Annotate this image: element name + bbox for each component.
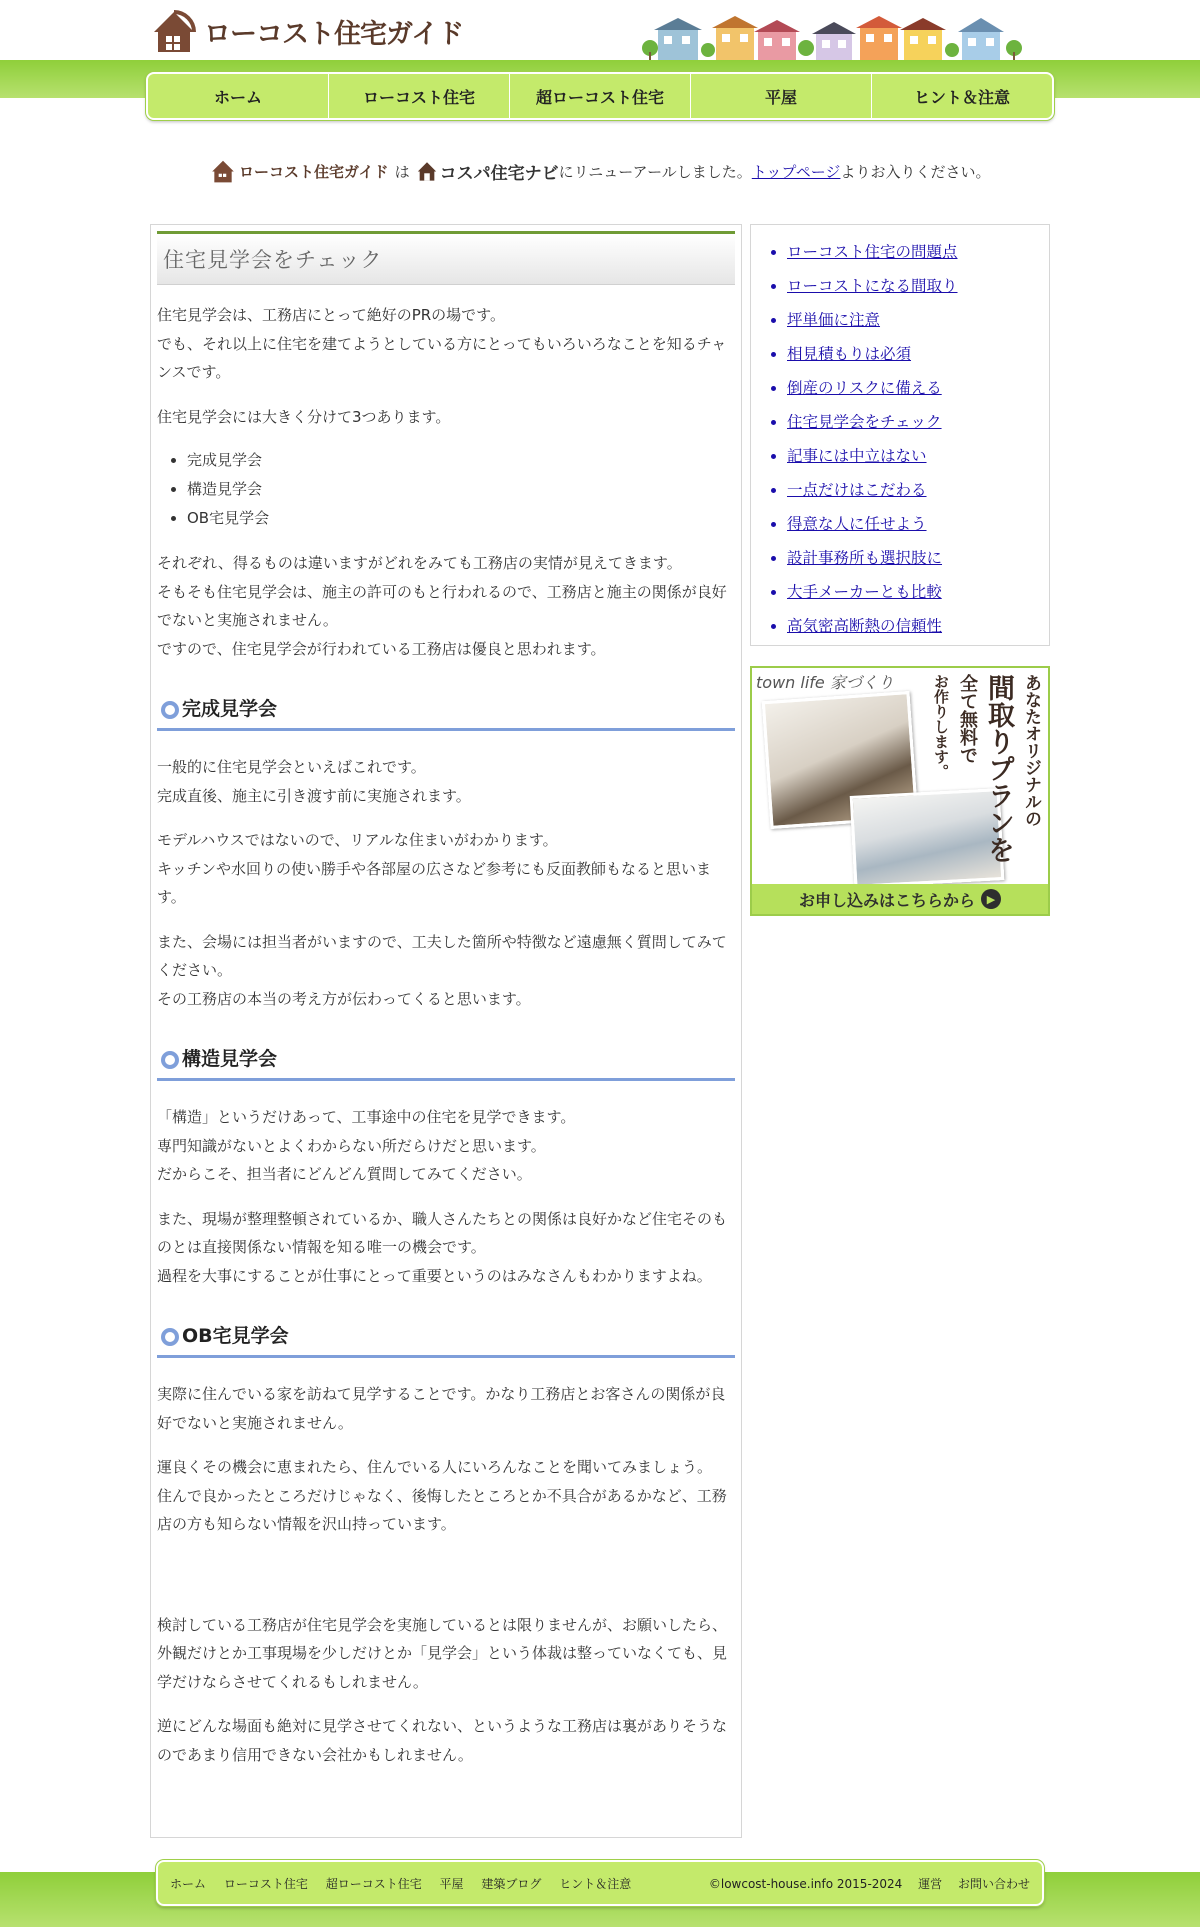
sidebar-menu: [750, 224, 1050, 646]
footer-link-contact[interactable]: お問い合わせ: [957, 1876, 1030, 1891]
renewal-notice: [210, 154, 1010, 188]
text-line: 逆にどんな場面も絶対に見学させてくれない、というような工務店は裏がありそうなのであまり信用できない会社かもしれません。: [157, 1717, 728, 1764]
sidebar-link[interactable]: 得意な人に任せよう: [787, 515, 927, 533]
paragraph: [157, 826, 735, 912]
sidebar-item[interactable]: [787, 371, 1049, 405]
sidebar-link[interactable]: 記事には中立はない: [787, 447, 927, 465]
paragraph: [157, 549, 735, 663]
footer-bar: [156, 1860, 1044, 1906]
house-logo-icon: [210, 158, 236, 184]
section-title-text: OB宅見学会: [182, 1325, 289, 1348]
text-line: 完成直後、施主に引き渡す前に実施されます。: [157, 786, 471, 805]
text-line: また、会場には担当者がいますので、工夫した箇所や特徴など遠慮無く質問してみてください。: [157, 932, 727, 979]
paragraph: [157, 753, 735, 810]
footer-link-home[interactable]: ホーム: [170, 1876, 207, 1891]
paragraph: [157, 1611, 735, 1697]
sidebar-item[interactable]: [787, 337, 1049, 371]
sidebar-link[interactable]: 相見積もりは必須: [787, 345, 912, 363]
sidebar-link[interactable]: 設計事務所も選択肢に: [787, 549, 943, 567]
old-site-logo: [210, 158, 389, 184]
sidebar-item[interactable]: [787, 575, 1049, 609]
text-line: 住んで良かったところだけじゃなく、後悔したところとか不具合があるかなど、工務店の方も知らない情報を沢山持っています。: [157, 1486, 727, 1533]
section-title-completion-tour: [157, 691, 735, 731]
text-line: 「構造」というだけあって、工事途中の住宅を見学できます。: [157, 1108, 576, 1126]
footer-link-hints[interactable]: ヒント＆注意: [559, 1876, 632, 1891]
paragraph: [157, 1453, 735, 1539]
text-line: 過程を大事にすることが仕事にとって重要というのはみなさんもわかりますよね。: [157, 1266, 712, 1285]
text-line: そもそも住宅見学会は、施主の許可のもと行われるので、工務店と施主の関係が良好でないと実施されません。: [157, 582, 727, 629]
text-line: それぞれ、得るものは違いますがどれをみても工務店の実情が見えてきます。: [157, 554, 682, 572]
text-line: キッチンや水回りの使い勝手や各部屋の広さなど参考にも反面教師もなると思います。: [157, 859, 711, 906]
sidebar-link[interactable]: 住宅見学会をチェック: [787, 413, 942, 431]
site-logo[interactable]: [150, 8, 463, 54]
text-line: だからこそ、担当者にどんどん質問してみてください。: [157, 1165, 532, 1183]
banner-col-1: あなたオリジナルの: [1021, 674, 1041, 827]
ring-bullet-icon: [161, 1328, 179, 1346]
nav-item-home[interactable]: ホーム: [148, 74, 329, 118]
sidebar-item[interactable]: [787, 303, 1049, 337]
banner-button-label: お申し込みはこちらから: [798, 890, 975, 910]
text-line: 一般的に住宅見学会といえばこれです。: [157, 758, 426, 776]
paragraph: [157, 1380, 735, 1437]
sidebar-link[interactable]: 坪単価に注意: [787, 311, 881, 329]
footer-link-lowcost-house[interactable]: ローコスト住宅: [223, 1876, 308, 1891]
section-title-text: 構造見学会: [182, 1048, 278, 1071]
text-line: 専門知識がないとよくわからない所だらけだと思います。: [157, 1136, 546, 1155]
old-logo-text: ローコスト住宅ガイド: [239, 162, 389, 181]
list-item: • 完成見学会: [187, 446, 735, 475]
houses-illustration: [640, 14, 1040, 60]
paragraph: [157, 1712, 735, 1769]
townlife-ad-banner[interactable]: [750, 666, 1050, 916]
footer-link-admin[interactable]: 運営: [918, 1876, 943, 1891]
new-logo-text: コスパ住宅ナビ: [439, 163, 559, 184]
sidebar-item[interactable]: [787, 507, 1049, 541]
top-page-link[interactable]: トップページ: [751, 162, 841, 181]
sidebar-item[interactable]: [787, 541, 1049, 575]
new-site-logo: [416, 159, 559, 184]
main-nav: [146, 72, 1054, 120]
sidebar-item[interactable]: [787, 235, 1049, 269]
sidebar-item[interactable]: [787, 439, 1049, 473]
list-item: • OB宅見学会: [187, 504, 735, 533]
text-line: 検討している工務店が住宅見学会を実施しているとは限りませんが、お願いしたら、外観だけとか工事現場を少しだけとか「見学会」という体裁は整っていなくても、見学だけならさせてくれるもしれません。: [157, 1615, 728, 1691]
sidebar-link[interactable]: 一点だけはこだわる: [787, 481, 927, 499]
footer-link-bungalow[interactable]: 平屋: [439, 1876, 464, 1891]
ring-bullet-icon: [161, 1051, 179, 1069]
section-title-text: 完成見学会: [182, 698, 278, 721]
text-line: 住宅見学会は、工務店にとって絶好のPRの場です。: [157, 306, 505, 324]
footer-link-super-lowcost-house[interactable]: 超ローコスト住宅: [325, 1876, 422, 1891]
text-line: でも、それ以上に住宅を建てようとしている方にとってもいろいろなことを知るチャンスです。: [157, 334, 727, 381]
sidebar-link[interactable]: 倒産のリスクに備える: [787, 379, 942, 397]
text-line: また、現場が整理整頓されているか、職人さんたちとの関係は良好かなど住宅そのものとは直接関係ない情報を知る唯一の機会です。: [157, 1209, 728, 1256]
paragraph: [157, 1103, 735, 1189]
text-line: モデルハウスではないので、リアルな住まいがわかります。: [157, 831, 558, 849]
nav-item-lowcost-house[interactable]: ローコスト住宅: [329, 74, 510, 118]
sidebar-item[interactable]: [787, 473, 1049, 507]
house-logo-icon: [150, 8, 198, 54]
sidebar-item[interactable]: [787, 269, 1049, 303]
banner-brand: town life 家づくり: [756, 673, 894, 692]
list-item: • 構造見学会: [187, 475, 735, 504]
house-logo-icon: [416, 160, 438, 182]
nav-item-super-lowcost-house[interactable]: 超ローコスト住宅: [510, 74, 691, 118]
paragraph: [157, 403, 735, 432]
sidebar-link[interactable]: 高気密高断熱の信頼性: [787, 617, 943, 635]
section-title-ob-house-tour: [157, 1318, 735, 1358]
footer-link-blog[interactable]: 建築ブログ: [481, 1876, 542, 1891]
copyright-text: ©lowcost-house.info 2015-2024: [708, 1876, 903, 1891]
tour-type-list: [187, 446, 735, 533]
nav-item-hints[interactable]: ヒント＆注意: [913, 87, 1010, 107]
nav-item-bungalow[interactable]: 平屋: [691, 74, 872, 118]
article-body: [157, 301, 735, 1769]
banner-col-2: 間取りプランを: [983, 674, 1014, 863]
sidebar-item[interactable]: [787, 405, 1049, 439]
page-title: 住宅見学会をチェック: [157, 231, 735, 285]
banner-col-4: お作りします。: [932, 674, 950, 779]
notice-text-end: よりお入りください。: [840, 162, 991, 181]
paragraph: [157, 301, 735, 387]
text-line: 住宅見学会には大きく分けて3つあります。: [157, 407, 451, 426]
paragraph: [157, 1205, 735, 1291]
footer-right: [697, 1875, 1030, 1892]
sidebar-link[interactable]: ローコストになる間取り: [787, 277, 958, 295]
text-line: その工務店の本当の考え方が伝わってくると思います。: [157, 989, 531, 1008]
sidebar-link[interactable]: 大手メーカーとも比較: [787, 583, 942, 601]
main-content: [150, 224, 742, 1838]
paragraph: [157, 928, 735, 1014]
banner-col-3: 全て無料で: [957, 674, 978, 764]
text-line: 運良くその機会に恵まれたら、住んでいる人にいろんなことを聞いてみましょう。: [157, 1458, 713, 1476]
sidebar-item[interactable]: [787, 609, 1049, 643]
ring-bullet-icon: [161, 701, 179, 719]
logo-text: ローコスト住宅ガイド: [204, 18, 464, 50]
text-line: ですので、住宅見学会が行われている工務店は優良と思われます。: [157, 639, 606, 658]
section-title-structure-tour: [157, 1041, 735, 1081]
text-line: 実際に住んでいる家を訪ねて見学することです。かなり工務店とお客さんの関係が良好でないと実施されません。: [157, 1385, 726, 1432]
notice-text: にリニューアールしました。: [558, 162, 752, 181]
play-arrow-icon: ▶: [981, 889, 1001, 909]
notice-wa: は: [394, 162, 410, 181]
sidebar-link[interactable]: ローコスト住宅の問題点: [787, 243, 958, 261]
banner-apply-button[interactable]: [752, 884, 1048, 914]
footer-links: [170, 1875, 645, 1892]
